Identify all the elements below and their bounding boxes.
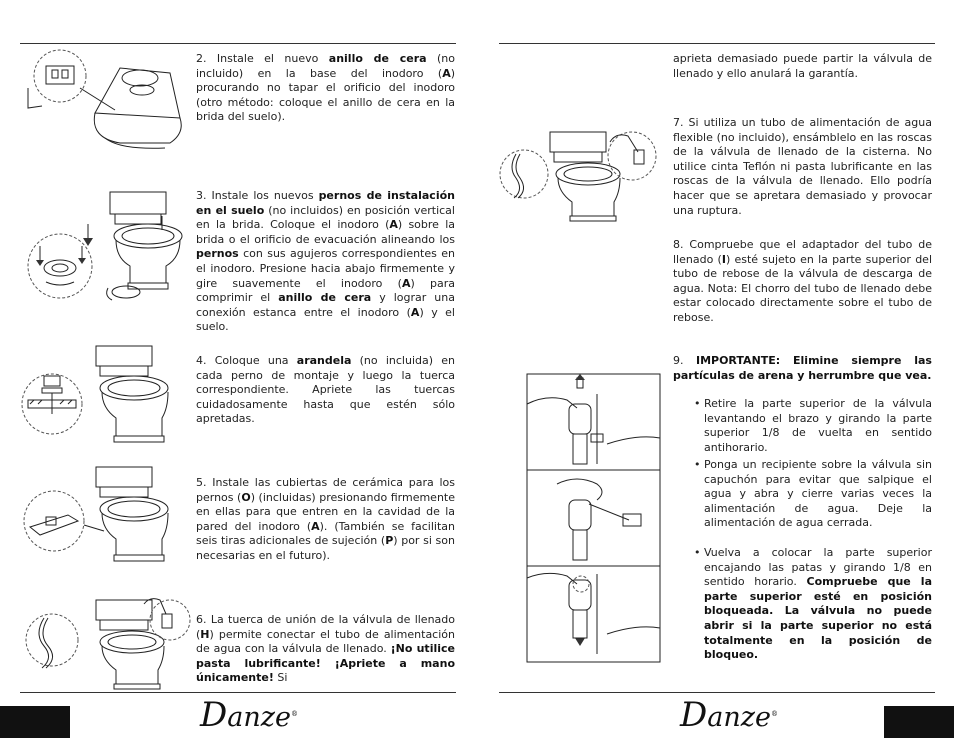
continued-text: aprieta demasiado puede partir la válvula de llenado y ello anulará la garantía. [673, 52, 932, 80]
step-3-illustration [20, 188, 190, 318]
page-number-block-left [0, 706, 70, 738]
danze-logo-right: Danze® [680, 695, 778, 735]
step-7-text: 7. Si utiliza un tubo de alimentación de agua flexible (no incluido), ensámblelo en las roscas de la válvula de llenado de la cisterna. No utilice cinta Teflón ni pasta lubrificante en las roscas de la válvula de llenado. Ello podría hacer que se apretara demasiado y provocar una ruptura. [673, 116, 932, 217]
step-8-text: 8. Compruebe que el adaptador del tubo de llenado (I) esté sujeto en la parte superior del tubo de rebose de la válvula de descarga de agua. Nota: El chorro del tubo de llenado debe estar colocado directamente sobre el tubo de rebose. [673, 238, 933, 324]
step-6-illustration [20, 594, 190, 694]
top-rule-right [499, 43, 935, 44]
bullet-1-marker: • [694, 397, 701, 410]
bullet-2-text: Ponga un recipiente sobre la válvula sin capuchón para evitar que salpique el agua y abra y cierre varias veces la alimentación de agua. Deje la alimentación de agua cerrada. [704, 458, 932, 530]
step-6-text: 6. La tuerca de unión de la válvula de llenado (H) permite conectar el tubo de alimentación de agua con la válvula de llenado. ¡No utilice pasta lubrificante! ¡Apriete a mano únicamente! Si [196, 613, 455, 685]
bullet-1-text: Retire la parte superior de la válvula levantando el brazo y girando la parte superior 1/8 de vuelta en sentido antihorario. [704, 397, 932, 454]
step-5-text: 5. Instale las cubiertas de cerámica para los pernos (O) (incluidas) presionando firmemente en ellas para que entren en la cavidad de la pared del inodoro (A). (También se facilitan seis tiras adicionales de sujeción (P) por si son necesarias en el futuro). [196, 476, 455, 562]
step-3-text: 3. Instale los nuevos pernos de instalación en el suelo (no incluidos) en posición vertical en la brida. Coloque el inodoro (A) sobre la brida o el orificio de evacuación alineando los pernos con sus agujeros correspondientes en el inodoro. Presione hacia abajo firmemente y gire suavemente el inodoro (A) para comprimir el anillo de cera y lograr una conexión estanca entre el inodoro (A) y el suelo. [196, 189, 456, 334]
step-5-illustration [20, 465, 190, 565]
step-4-text: 4. Coloque una arandela (no incluida) en cada perno de montaje y luego la tuerca correspondiente. Apriete las tuercas cuidadosamente hasta que estén sólo apretadas. [196, 354, 455, 426]
step-7-illustration [498, 128, 668, 228]
step-9-text: 9. IMPORTANTE: Elimine siempre las partículas de arena y herrumbre que vea. [673, 354, 932, 382]
bullet-3-text: Vuelva a colocar la parte superior encajando las patas y girando 1/8 en sentido horario. Compruebe que la parte superior esté en posición bloqueada. La válvula no puede abrir si la parte superior no está totalmente en la posición de bloqueo. [704, 546, 932, 662]
step-9-illustration [527, 374, 662, 664]
danze-logo-left: Danze® [200, 695, 298, 735]
page-number-block-right [884, 706, 954, 738]
top-rule-left [20, 43, 456, 44]
step-2-text: 2. Instale el nuevo anillo de cera (no incluido) en la base del inodoro (A) procurando no tapar el orificio del inodoro (otro método: coloque el anillo de cera en la brida del suelo). [196, 52, 455, 124]
bullet-3-marker: • [694, 546, 701, 559]
step-4-illustration [20, 342, 190, 452]
bottom-rule-right [499, 692, 935, 693]
step-2-illustration [20, 48, 190, 158]
bullet-2-marker: • [694, 458, 701, 471]
